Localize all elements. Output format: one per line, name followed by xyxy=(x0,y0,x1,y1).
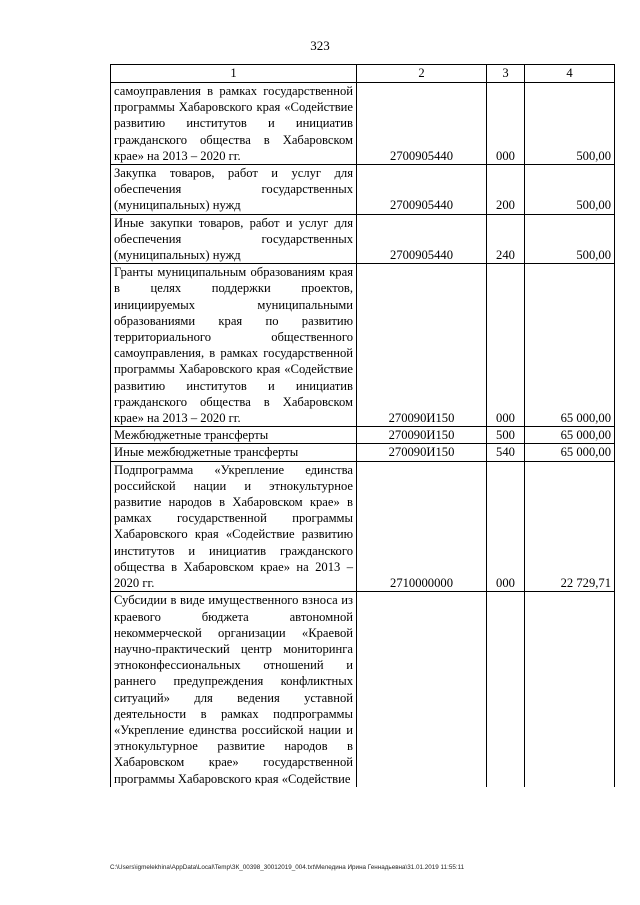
row-amount: 22 729,71 xyxy=(525,461,615,592)
row-amount: 65 000,00 xyxy=(525,427,615,444)
row-target-code: 270090И150 xyxy=(357,427,487,444)
row-target-code: 2700905440 xyxy=(357,83,487,165)
file-path-footer: C:\Users\igmelekhina\AppData\Local\Temp\ЗК_00398_30012019_004.txt\Меледина Ирина Геннадьевна\31.01.2019 11:55:11 xyxy=(110,864,465,871)
table-header-row xyxy=(111,65,615,83)
table-row xyxy=(111,165,615,215)
header-col-3: 3 xyxy=(487,65,525,83)
row-description: Закупка товаров, работ и услуг для обеспечения государственных (муниципальных) нужд xyxy=(111,165,357,215)
table-row xyxy=(111,444,615,461)
header-col-2: 2 xyxy=(357,65,487,83)
row-expense-type: 540 xyxy=(487,444,525,461)
table-row xyxy=(111,83,615,165)
row-description: самоуправления в рамках государственной программы Хабаровского края «Содействие развитию институтов и инициатив гражданского общества в Хабаровском крае» на 2013 – 2020 гг. xyxy=(111,83,357,165)
table-row xyxy=(111,214,615,264)
row-amount: 500,00 xyxy=(525,214,615,264)
header-col-4: 4 xyxy=(525,65,615,83)
row-description: Межбюджетные трансферты xyxy=(111,427,357,444)
row-target-code: 270090И150 xyxy=(357,264,487,427)
table-row xyxy=(111,592,615,787)
row-target-code: 2710000000 xyxy=(357,461,487,592)
header-col-1: 1 xyxy=(111,65,357,83)
page-number: 323 xyxy=(310,38,330,53)
row-description: Подпрограмма «Укрепление единства российской нации и этнокультурное развитие народов в Хабаровском крае» в рамках государственной программы Хабаровского края «Содействие развитию институтов и инициатив гражданского общества в Хабаровском крае» на 2013 – 2020 гг. xyxy=(111,461,357,592)
table-row xyxy=(111,427,615,444)
row-expense-type: 500 xyxy=(487,427,525,444)
table-row xyxy=(111,461,615,592)
table-row xyxy=(111,264,615,427)
row-expense-type: 240 xyxy=(487,214,525,264)
row-amount: 65 000,00 xyxy=(525,444,615,461)
budget-table xyxy=(110,64,615,787)
row-amount xyxy=(525,592,615,787)
row-target-code: 270090И150 xyxy=(357,444,487,461)
row-target-code: 2700905440 xyxy=(357,214,487,264)
row-description: Гранты муниципальным образованиям края в целях поддержки проектов, инициируемых муниципальными образованиями края по развитию территориального общественного самоуправления, в рамках государственной программы Хабаровского края «Содействие развитию институтов и инициатив гражданского общества в Хабаровском крае» на 2013 – 2020 гг. xyxy=(111,264,357,427)
row-amount: 500,00 xyxy=(525,165,615,215)
row-description: Иные закупки товаров, работ и услуг для обеспечения государственных (муниципальных) нужд xyxy=(111,214,357,264)
row-amount: 65 000,00 xyxy=(525,264,615,427)
row-expense-type: 000 xyxy=(487,264,525,427)
row-target-code: 2700905440 xyxy=(357,165,487,215)
row-description: Иные межбюджетные трансферты xyxy=(111,444,357,461)
row-expense-type: 200 xyxy=(487,165,525,215)
row-target-code xyxy=(357,592,487,787)
row-description: Субсидии в виде имущественного взноса из краевого бюджета автономной некоммерческой организации «Краевой научно-практический центр мониторинга этноконфессиональных отношений и раннего предупреждения конфликтных ситуаций» для ведения уставной деятельности в рамках подпрограммы «Укрепление единства российской нации и этнокультурное развитие народов в Хабаровском крае» государственной программы Хабаровского края «Содействие xyxy=(111,592,357,787)
row-expense-type xyxy=(487,592,525,787)
row-amount: 500,00 xyxy=(525,83,615,165)
row-expense-type: 000 xyxy=(487,461,525,592)
row-expense-type: 000 xyxy=(487,83,525,165)
